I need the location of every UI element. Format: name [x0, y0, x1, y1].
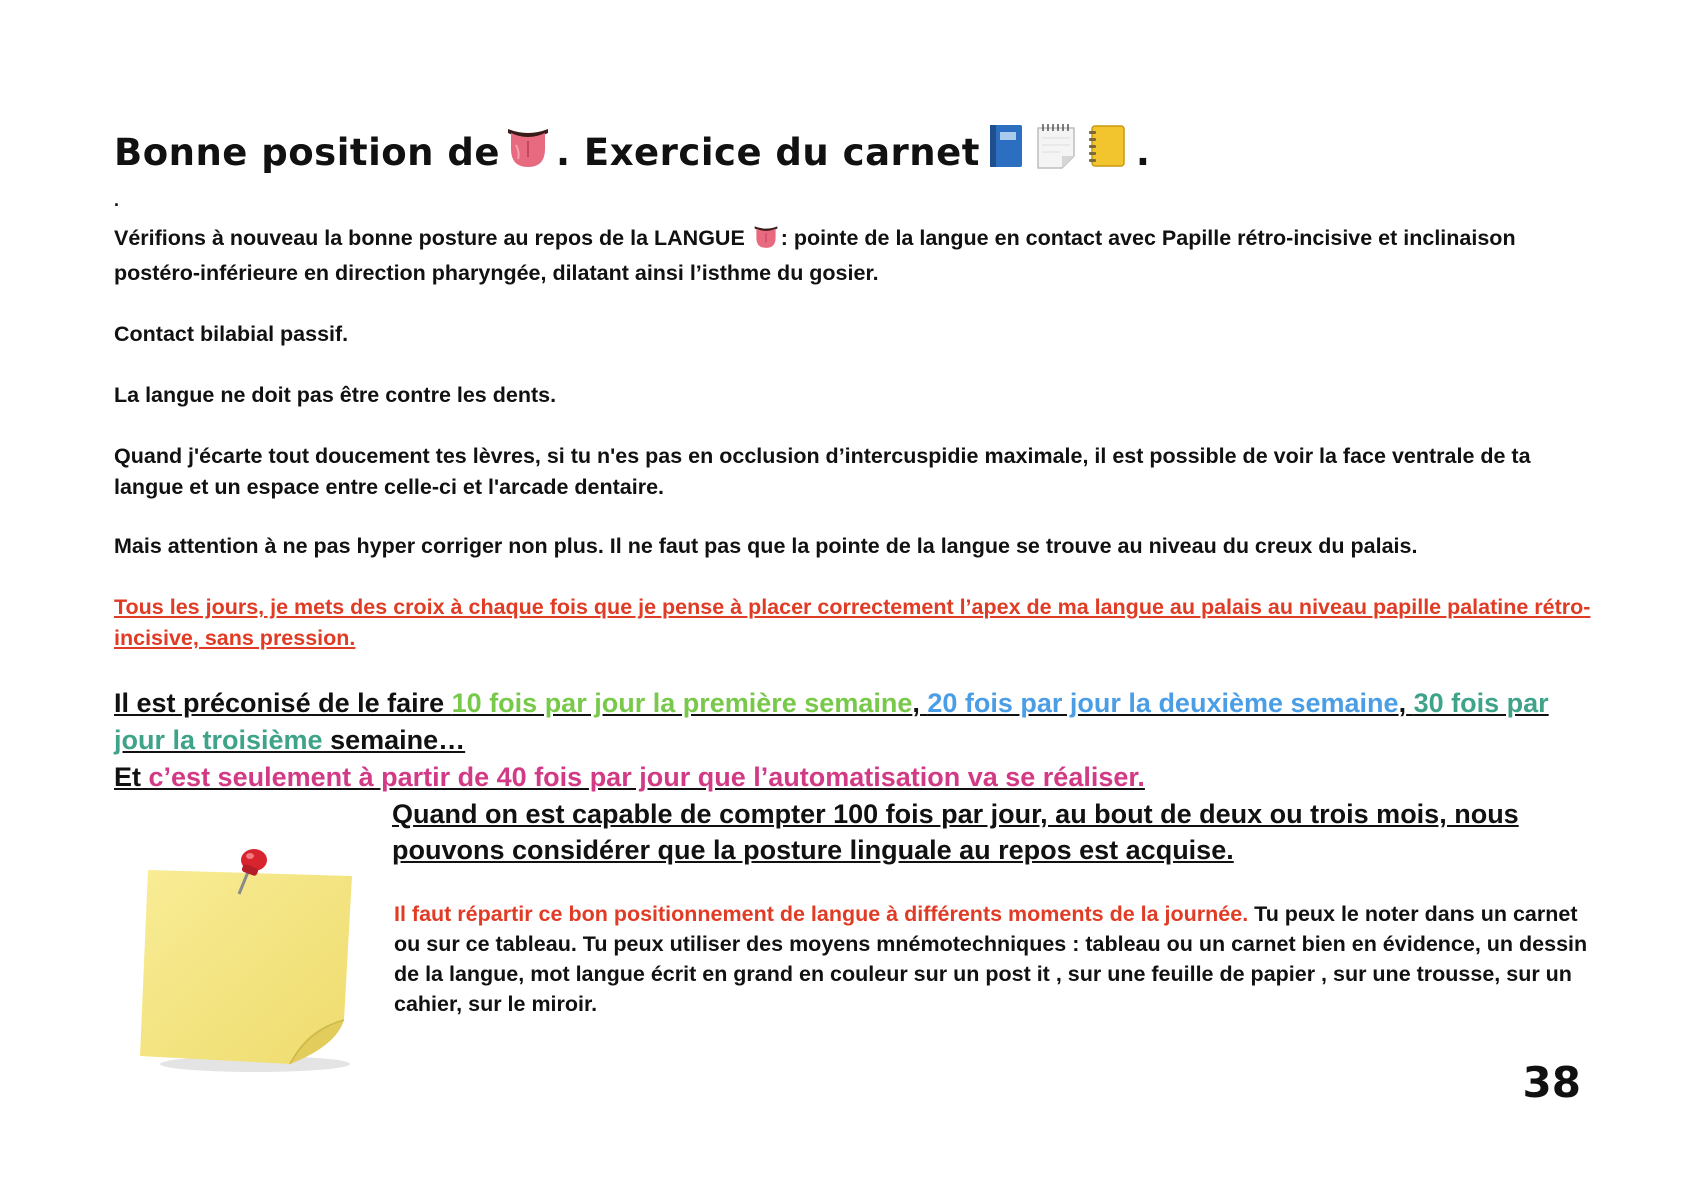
title-part1: Bonne position de [114, 130, 500, 174]
week1-frequency: 10 fois par jour la première semaine [451, 688, 913, 718]
tongue-icon [506, 123, 550, 182]
yellow-notebook-icon [1086, 122, 1130, 183]
automation-lead: Et [114, 762, 149, 792]
sticky-note-image [130, 842, 370, 1077]
tips-black-text: Tu peux le noter dans un carnet ou sur ce tableau. Tu peux utiliser des moyens mnémotechniques : tableau ou un carnet bien en évidence, un dessin de la langue, mot langue écrit en grand en couleur sur un post it , sur une feuille de papier , sur une trousse, sur un cahier, sur le miroir. [394, 902, 1588, 1016]
bilabial-paragraph: Contact bilabial passif. [114, 322, 349, 346]
automation-paragraph [114, 759, 1594, 796]
frequency-separator: , [1398, 688, 1407, 718]
warning-paragraph: Mais attention à ne pas hyper corriger non plus. Il ne faut pas que la pointe de la langue se trouve au niveau du creux du palais. [114, 534, 1418, 558]
week3-frequency: 30 fois par jour la troisième [114, 688, 1549, 755]
title-part3: . [1135, 130, 1151, 174]
daily-instruction: Tous les jours, je mets des croix à chaque fois que je pense à placer correctement l’apex de ma langue au palais au niveau papille palatine rétro-incisive, sans pression. [114, 595, 1591, 650]
page-number: 38 [1522, 1058, 1581, 1107]
frequency-separator: , [912, 688, 928, 718]
blue-book-icon [986, 122, 1026, 183]
frequency-lead: Il est préconisé de le faire [114, 688, 452, 718]
automation-text: c’est seulement à partir de 40 fois par jour que l’automatisation va se réaliser. [148, 762, 1145, 792]
week2-frequency: 20 fois par jour la deuxième semaine [927, 688, 1399, 718]
posture-text-end: : pointe de la langue en contact avec Papille rétro-incisive et inclinaison postéro-inférieure en direction pharyngée, dilatant ainsi l’isthme du gosier. [114, 226, 1516, 285]
page-title [114, 122, 1614, 183]
posture-paragraph [114, 223, 1594, 289]
week3-tail: semaine… [322, 725, 466, 755]
acquisition-paragraph: Quand on est capable de compter 100 fois par jour, au bout de deux ou trois mois, nous pouvons considérer que la posture linguale au repos est acquise. [392, 799, 1519, 865]
tongue-icon [753, 223, 779, 258]
posture-text-start: Vérifions à nouveau la bonne posture au repos de la LANGUE [114, 226, 745, 250]
spiral-notepad-icon [1034, 122, 1078, 183]
tips-paragraph [394, 899, 1594, 1019]
title-part2: . Exercice du carnet [555, 130, 980, 174]
lips-paragraph: Quand j'écarte tout doucement tes lèvres, si tu n'es pas en occlusion d’intercuspidie maximale, il est possible de voir la face ventrale de ta langue et un espace entre celle-ci et l'arcade dentaire. [114, 444, 1531, 499]
tips-red-text: Il faut répartir ce bon positionnement de langue à différents moments de la journée. [394, 902, 1249, 926]
teeth-paragraph: La langue ne doit pas être contre les dents. [114, 383, 557, 407]
frequency-paragraph [114, 685, 1594, 759]
separator-dot: . [114, 190, 120, 210]
